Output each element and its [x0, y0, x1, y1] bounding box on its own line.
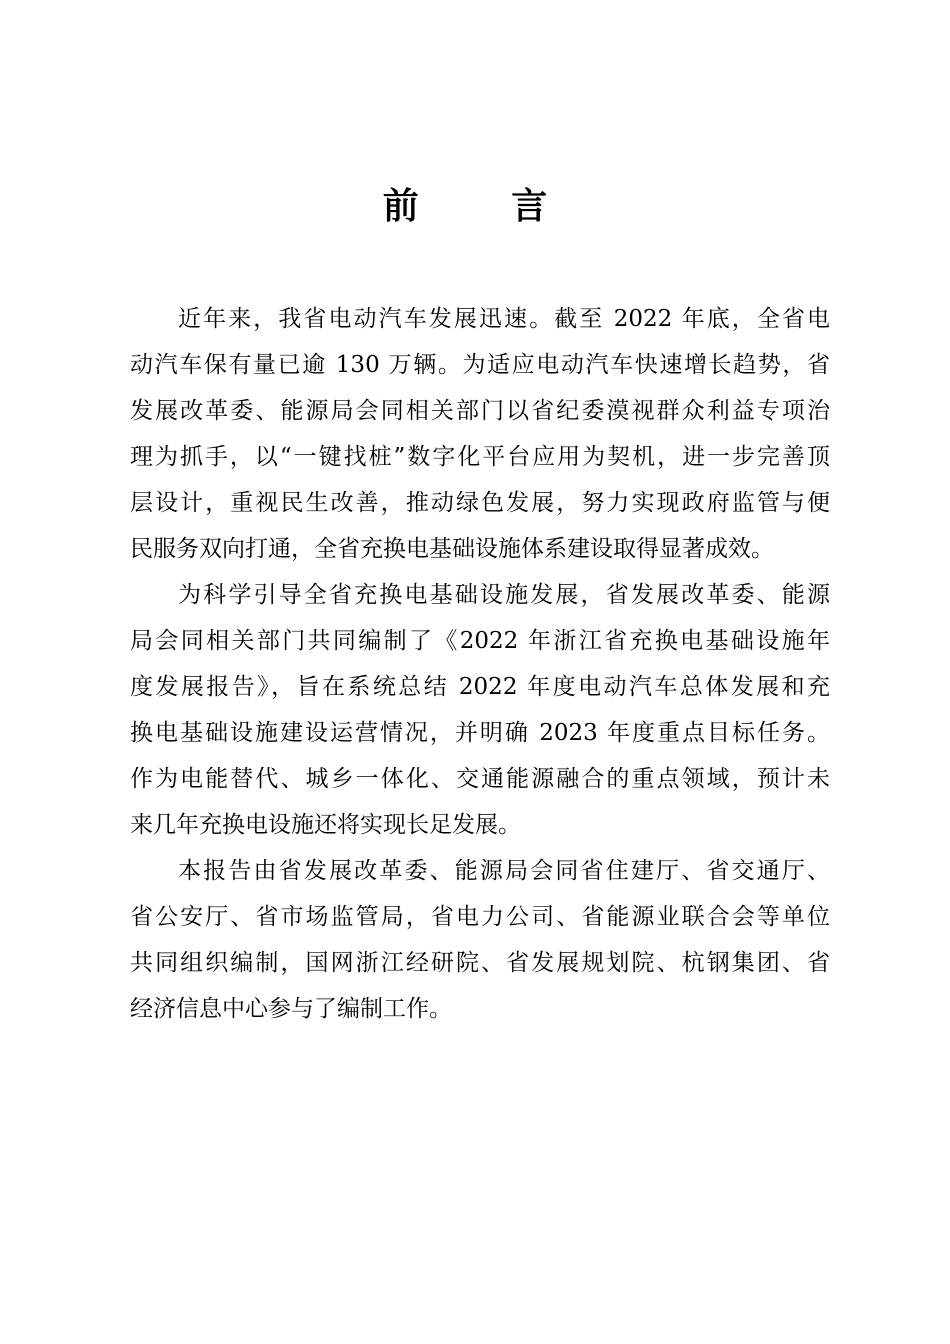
text-line: 经济信息中心参与了编制工作。	[130, 996, 452, 1022]
text-line: 层设计，重视民生改善，推动绿色发展，努力实现政府监管与便	[130, 490, 830, 516]
paragraph-authors	[130, 848, 830, 1032]
text-line: 作为电能替代、城乡一体化、交通能源融合的重点领域，预计未	[130, 766, 830, 792]
text-line: 度发展报告》，旨在系统总结 2022 年度电动汽车总体发展和充	[130, 674, 830, 700]
text-line: 发展改革委、能源局会同相关部门以省纪委漠视群众利益专项治	[130, 398, 830, 424]
text-line: 民服务双向打通，全省充换电基础设施体系建设取得显著成效。	[130, 536, 774, 562]
body-text	[130, 296, 830, 1032]
page-title: 前 言	[382, 185, 588, 227]
text-line: 局会同相关部门共同编制了《2022 年浙江省充换电基础设施年	[130, 628, 830, 654]
paragraph-purpose	[130, 572, 830, 848]
text-line: 换电基础设施建设运营情况，并明确 2023 年度重点目标任务。	[130, 720, 830, 746]
text-line: 理为抓手，以“一键找桩”数字化平台应用为契机，进一步完善顶	[130, 444, 830, 470]
text-line: 为科学引导全省充换电基础设施发展，省发展改革委、能源	[178, 582, 830, 608]
text-line: 省公安厅、省市场监管局，省电力公司、省能源业联合会等单位	[130, 904, 830, 930]
text-line: 来几年充换电设施还将实现长足发展。	[130, 812, 521, 838]
text-line: 动汽车保有量已逾 130 万辆。为适应电动汽车快速增长趋势，省	[130, 352, 830, 378]
text-line: 近年来，我省电动汽车发展迅速。截至 2022 年底，全省电	[178, 306, 830, 332]
text-line: 共同组织编制，国网浙江经研院、省发展规划院、杭钢集团、省	[130, 950, 830, 976]
paragraph-intro	[130, 296, 830, 572]
text-line: 本报告由省发展改革委、能源局会同省住建厅、省交通厅、	[178, 858, 830, 884]
